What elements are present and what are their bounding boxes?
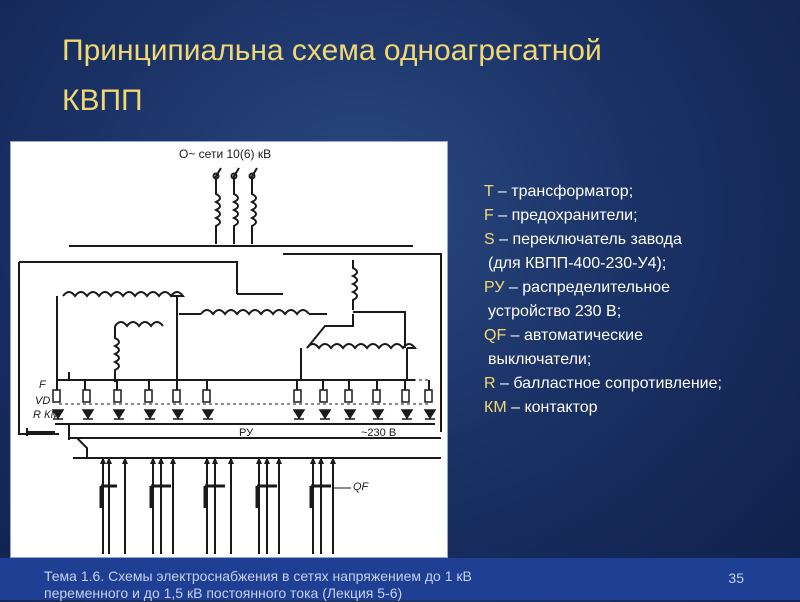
- page-number: 35: [728, 570, 744, 586]
- circuit-diagram: [10, 141, 448, 558]
- slide-title: [62, 26, 762, 126]
- footer-line1: Тема 1.6. Схемы электроснабжения в сетях напряжением до 1 кВ: [44, 568, 472, 584]
- slide-title-line1: Принципиальна схема одноагрегатной: [62, 34, 602, 67]
- legend-item: S – переключатель завода: [484, 231, 682, 248]
- hv-coil-2: [234, 178, 238, 244]
- legend-item: выключатели;: [488, 351, 592, 368]
- secondary-winding-right: [307, 344, 415, 348]
- label-ru: РУ: [239, 427, 254, 439]
- slide-title-line2: КВПП: [62, 84, 143, 117]
- label-230: ~230 В: [361, 427, 397, 439]
- legend-item: QF – автоматические: [484, 327, 643, 344]
- secondary-winding-left: [63, 292, 183, 296]
- legend-item: устройство 230 В;: [488, 303, 622, 320]
- footer-bar: [0, 558, 800, 600]
- label-r-km: R КМ: [33, 409, 60, 421]
- secondary-winding-mid: [115, 326, 119, 382]
- circuit-diagram-svg: [11, 142, 447, 557]
- label-network: О~ сети 10(6) кВ: [179, 147, 272, 161]
- footer-line2: переменного и до 1,5 кВ постоянного тока (Лекция 5-6): [44, 585, 403, 601]
- label-f: F: [39, 379, 46, 391]
- legend-item: T – трансформатор;: [484, 183, 634, 200]
- label-vd: VD: [35, 395, 51, 407]
- legend-item: R – балластное сопротивление;: [484, 375, 722, 392]
- legend-item: РУ – распределительное: [484, 279, 670, 296]
- hv-coil-3: [252, 178, 256, 244]
- hv-coil-1: [216, 178, 220, 244]
- footer-text: [44, 568, 664, 602]
- legend-item: F – предохранители;: [484, 207, 638, 224]
- legend-item: (для КВПП-400-230-У4);: [488, 255, 667, 272]
- secondary-winding-right-coil: [353, 260, 357, 310]
- legend-item: КМ – контактор: [484, 399, 598, 416]
- label-qf: QF: [353, 481, 369, 493]
- legend: [484, 180, 794, 420]
